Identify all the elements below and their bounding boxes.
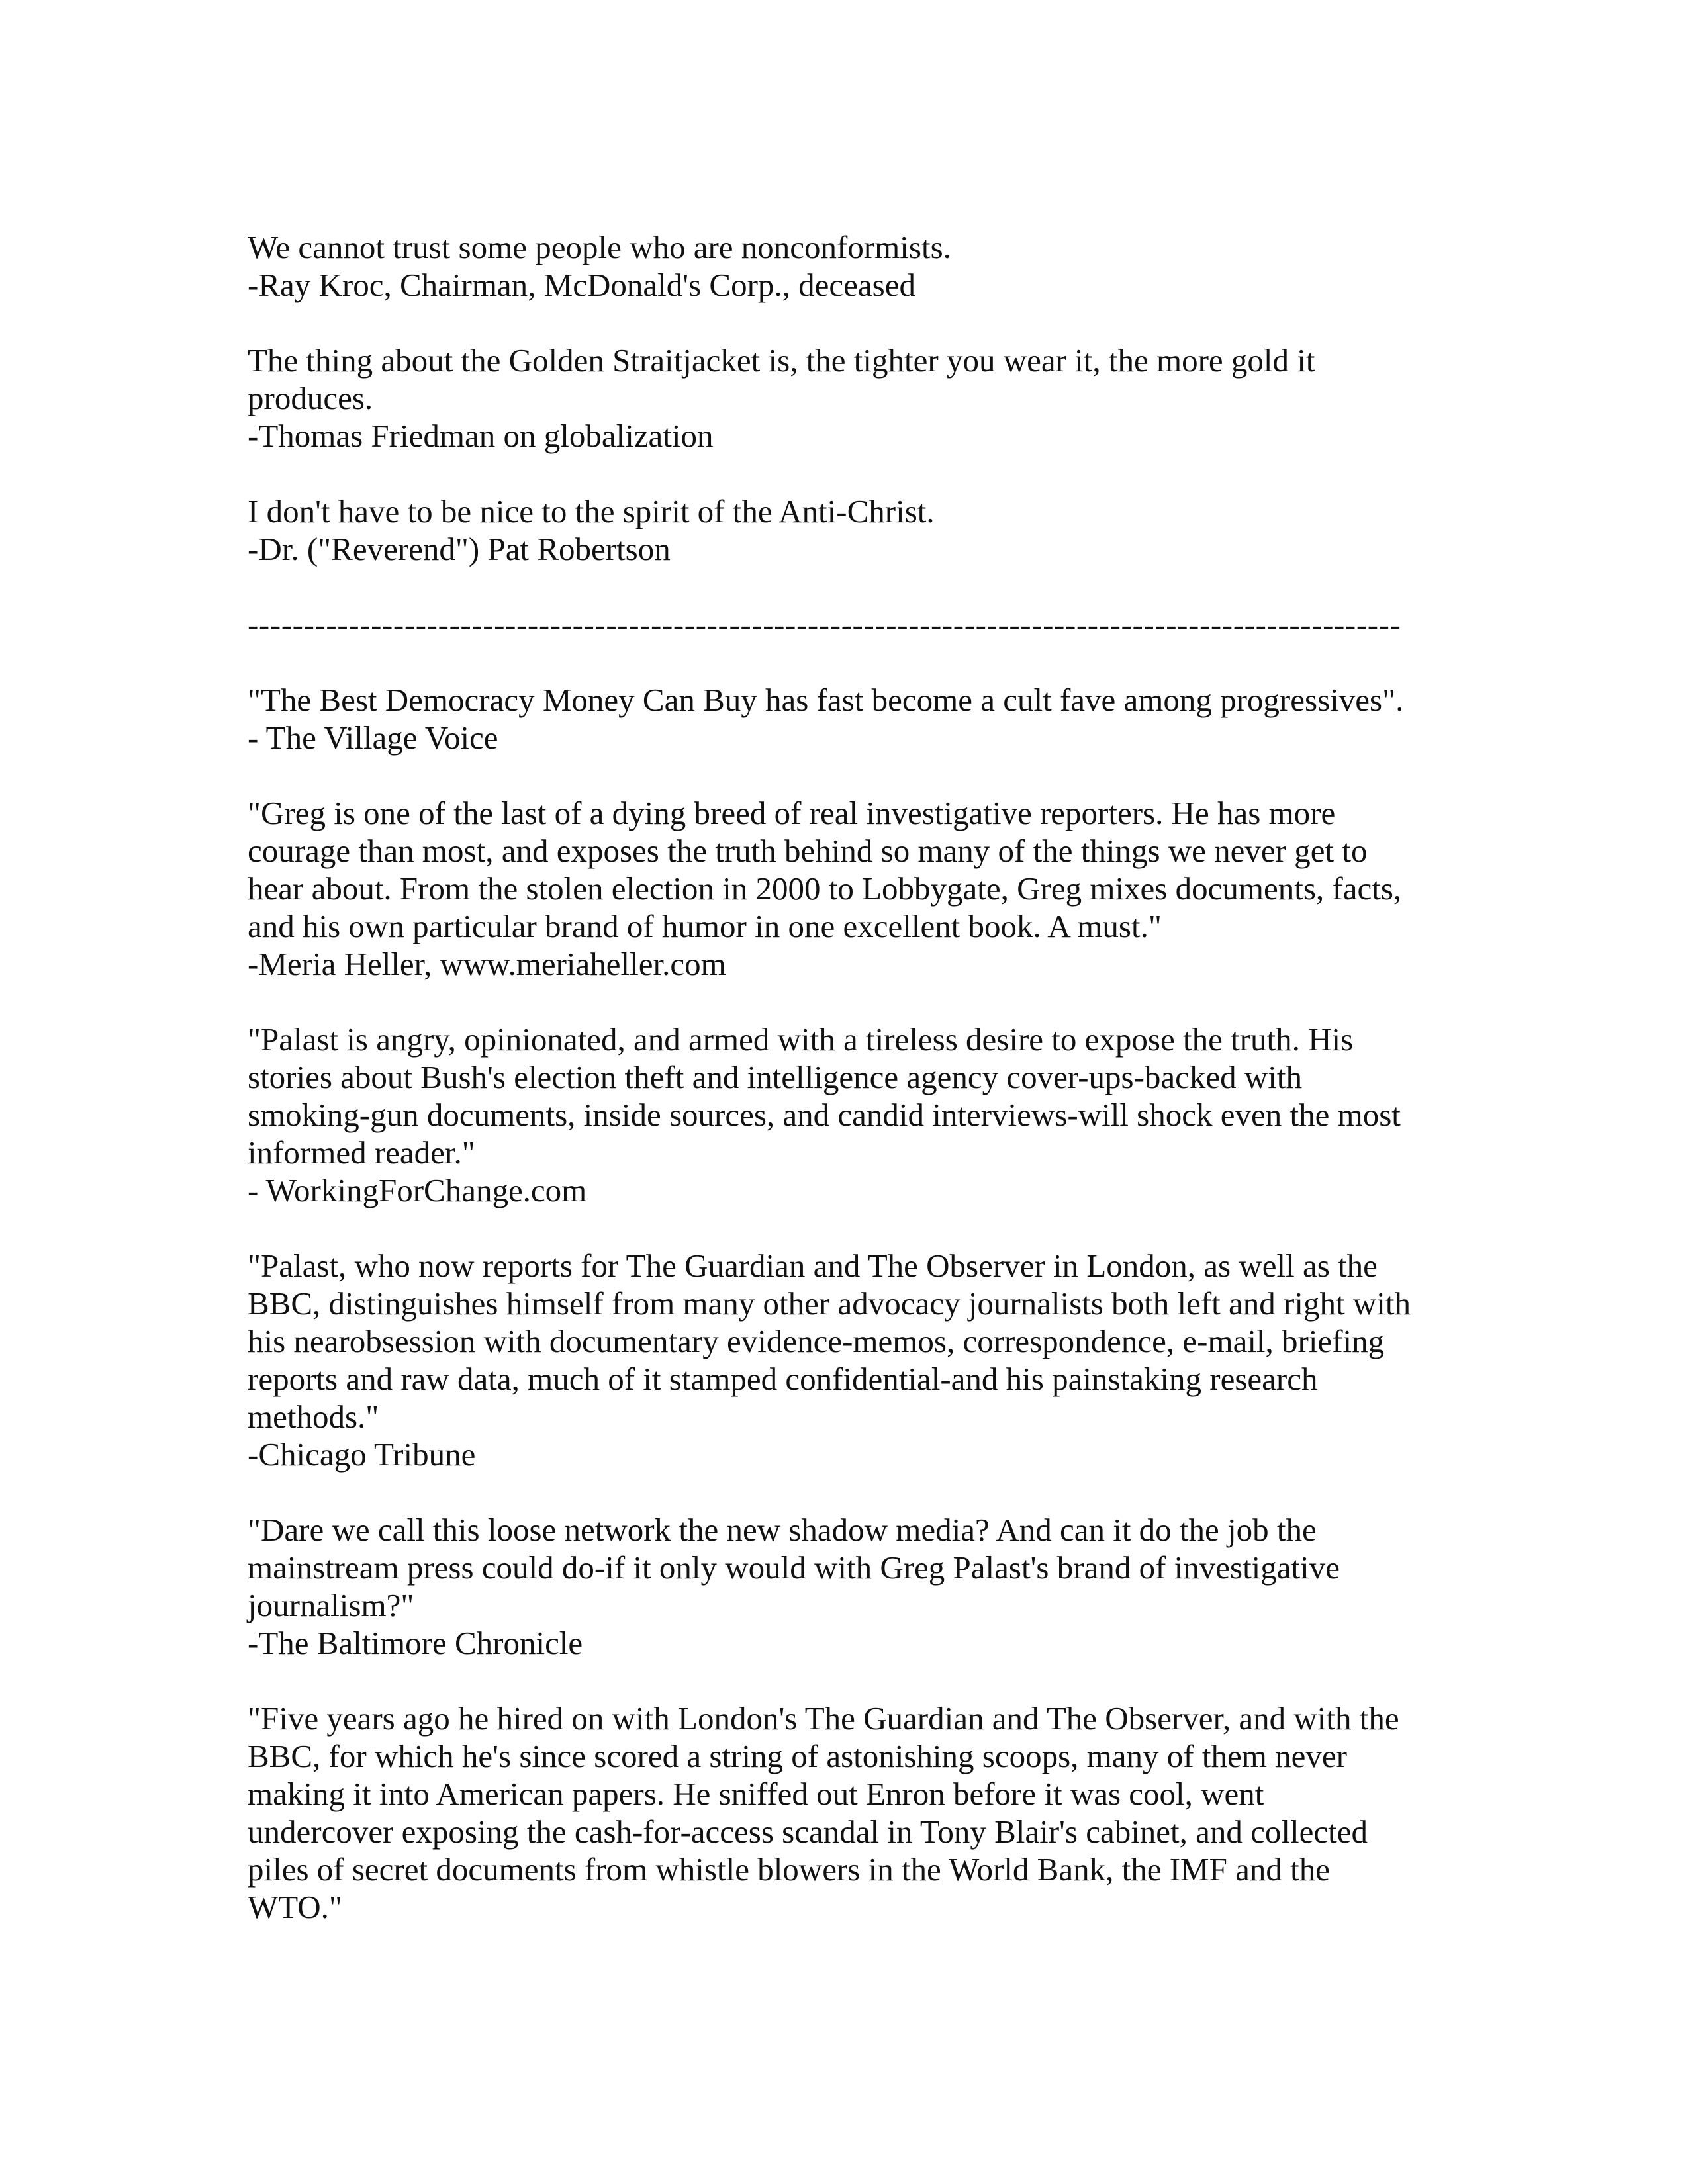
review-text-line: "Five years ago he hired on with London's The Guardian and The Observer, and with the: [248, 1700, 1399, 1737]
review-five-years-ago: [248, 1700, 1452, 1926]
review-text-line: making it into American papers. He sniffed out Enron before it was cool, went: [248, 1776, 1264, 1812]
review-text-line: WTO.": [248, 1889, 342, 1925]
review-text-line: mainstream press could do-if it only would with Greg Palast's brand of investigative: [248, 1549, 1340, 1586]
review-chicago-tribune: [248, 1247, 1452, 1473]
review-text-line: "Palast, who now reports for The Guardian and The Observer in London, as well as the: [248, 1248, 1378, 1284]
review-text-line: informed reader.": [248, 1134, 475, 1171]
review-text-line: his nearobsession with documentary evidence-memos, correspondence, e-mail, briefing: [248, 1323, 1385, 1359]
review-text-line: "The Best Democracy Money Can Buy has fast become a cult fave among progressives".: [248, 682, 1404, 718]
quote-text-line: The thing about the Golden Straitjacket is, the tighter you wear it, the more gold it: [248, 342, 1315, 379]
review-village-voice: [248, 681, 1452, 756]
review-attribution: -Meria Heller, www.meriaheller.com: [248, 946, 726, 982]
quote-attribution: -Thomas Friedman on globalization: [248, 418, 714, 454]
review-text-line: smoking-gun documents, inside sources, and candid interviews-will shock even the most: [248, 1097, 1401, 1133]
review-text-line: courage than most, and exposes the truth behind so many of the things we never get to: [248, 833, 1368, 869]
review-text-line: "Dare we call this loose network the new shadow media? And can it do the job the: [248, 1512, 1317, 1548]
quote-attribution: -Ray Kroc, Chairman, McDonald's Corp., deceased: [248, 267, 915, 303]
document-page: [248, 228, 1452, 1964]
quote-text: We cannot trust some people who are nonconformists.: [248, 229, 951, 265]
review-text-line: BBC, for which he's since scored a string of astonishing scoops, many of them never: [248, 1738, 1347, 1774]
review-attribution: -Chicago Tribune: [248, 1436, 476, 1473]
quote-text: I don't have to be nice to the spirit of the Anti-Christ.: [248, 493, 935, 529]
review-text-line: and his own particular brand of humor in one excellent book. A must.": [248, 908, 1162, 944]
review-meria-heller: [248, 794, 1452, 983]
review-text-line: undercover exposing the cash-for-access scandal in Tony Blair's cabinet, and collected: [248, 1813, 1368, 1850]
review-text-line: "Greg is one of the last of a dying breed of real investigative reporters. He has more: [248, 795, 1336, 831]
quote-ray-kroc: [248, 228, 1452, 304]
quote-pat-robertson: [248, 492, 1452, 568]
review-attribution: -The Baltimore Chronicle: [248, 1625, 583, 1661]
review-text-line: hear about. From the stolen election in 2000 to Lobbygate, Greg mixes documents, facts,: [248, 870, 1402, 907]
review-attribution: - WorkingForChange.com: [248, 1172, 587, 1208]
quote-text-line: produces.: [248, 380, 373, 416]
review-text-line: "Palast is angry, opinionated, and armed with a tireless desire to expose the truth. His: [248, 1021, 1354, 1058]
quote-thomas-friedman: [248, 341, 1452, 455]
review-text-line: stories about Bush's election theft and intelligence agency cover-ups-backed with: [248, 1059, 1303, 1095]
review-baltimore-chronicle: [248, 1511, 1452, 1662]
quote-attribution: -Dr. ("Reverend") Pat Robertson: [248, 531, 671, 567]
review-text-line: BBC, distinguishes himself from many other advocacy journalists both left and right with: [248, 1285, 1411, 1322]
review-text-line: journalism?": [248, 1587, 414, 1623]
review-text-line: piles of secret documents from whistle blowers in the World Bank, the IMF and the: [248, 1851, 1330, 1888]
review-attribution: - The Village Voice: [248, 719, 498, 756]
review-workingforchange: [248, 1021, 1452, 1209]
dashed-separator: -------------------------------------------------------------------------------------------------------: [248, 606, 1401, 643]
review-text-line: reports and raw data, much of it stamped confidential-and his painstaking research: [248, 1361, 1318, 1397]
review-text-line: methods.": [248, 1398, 379, 1435]
